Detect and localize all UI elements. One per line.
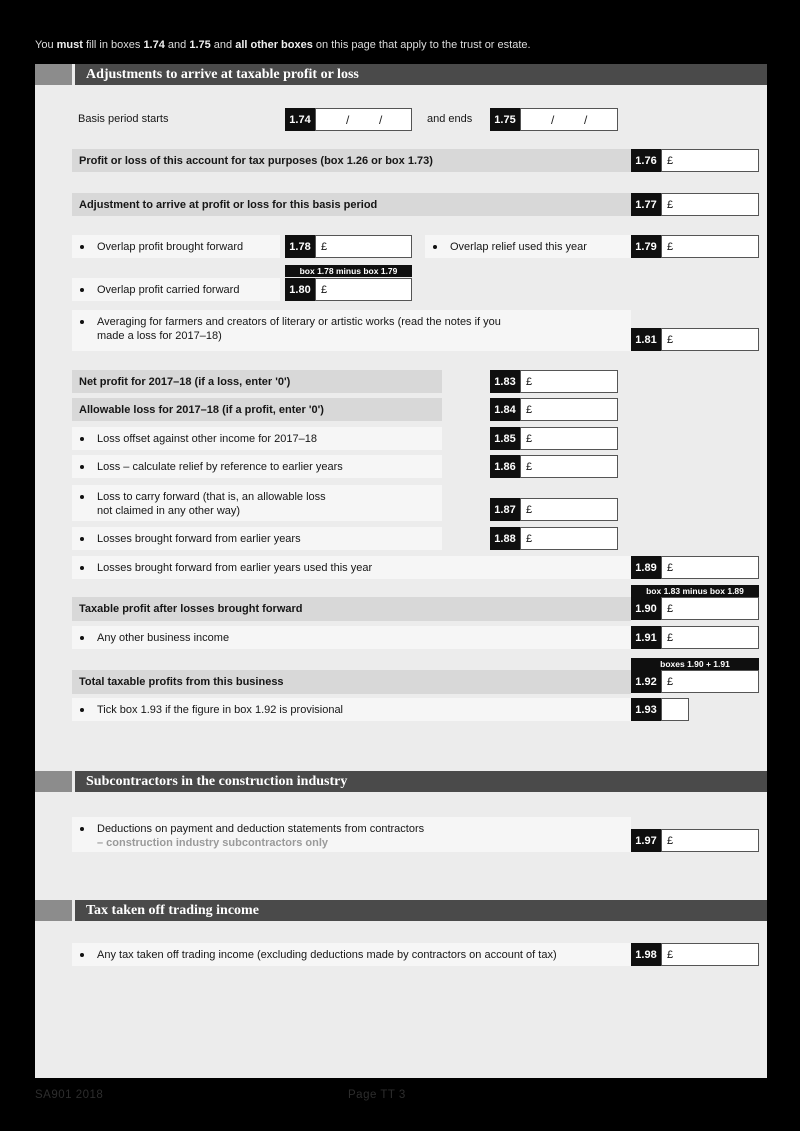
amount-input-1-84[interactable]: [520, 398, 618, 421]
instruction-segment: You: [35, 39, 57, 51]
box-number-1-86: 1.86: [490, 455, 520, 478]
bullet-icon: [80, 566, 84, 570]
currency-symbol: £: [526, 460, 533, 473]
currency-symbol: £: [667, 948, 674, 961]
row-label-text: [97, 315, 501, 343]
box-number-1-79: 1.79: [631, 235, 661, 258]
amount-input-1-80[interactable]: [315, 278, 412, 301]
bullet-icon: [80, 827, 84, 831]
row-label: [72, 626, 631, 649]
row-label-line1: Deductions on payment and deduction statements from contractors: [97, 823, 425, 835]
row-label-line2: – construction industry subcontractors only: [97, 837, 329, 849]
box-number-1-80: 1.80: [285, 278, 315, 301]
currency-symbol: £: [526, 403, 533, 416]
box-number-1-88: 1.88: [490, 527, 520, 550]
row-label-text: Overlap relief used this year: [450, 240, 587, 253]
row-label: [72, 455, 442, 478]
row-label-line2: made a loss for 2017–18): [97, 330, 222, 342]
instruction-segment-bold: must: [56, 39, 83, 51]
row-label: Taxable profit after losses brought forward: [72, 597, 631, 621]
bullet-icon: [80, 537, 84, 541]
box-number-1-83: 1.83: [490, 370, 520, 393]
row-label: Profit or loss of this account for tax purposes (box 1.26 or box 1.73): [72, 149, 631, 172]
row-label-text: Losses brought forward from earlier years used this year: [97, 561, 373, 574]
row-label-text: Loss – calculate relief by reference to earlier years: [97, 460, 343, 473]
row-label-text: Any other business income: [97, 631, 230, 644]
row-label: [72, 943, 631, 966]
row-label-text: Loss offset against other income for 2017–18: [97, 432, 317, 445]
date-separator: /: [379, 112, 383, 127]
box-number-1-85: 1.85: [490, 427, 520, 450]
bullet-icon: [433, 245, 437, 249]
section-title: Subcontractors in the construction industry: [75, 771, 767, 792]
date-input-1-74[interactable]: [315, 108, 412, 131]
currency-symbol: £: [667, 154, 674, 167]
bullet-icon: [80, 288, 84, 292]
amount-input-1-91[interactable]: [661, 626, 759, 649]
box-number-1-74: 1.74: [285, 108, 315, 131]
date-separator: /: [346, 112, 350, 127]
box-number-1-93: 1.93: [631, 698, 661, 721]
bullet-icon: [80, 708, 84, 712]
instruction-segment: on this page that apply to the trust or estate.: [312, 39, 531, 51]
form-id: SA901 2018: [35, 1089, 104, 1101]
box-number-1-98: 1.98: [631, 943, 661, 966]
amount-input-1-98[interactable]: [661, 943, 759, 966]
amount-input-1-87[interactable]: [520, 498, 618, 521]
currency-symbol: £: [526, 503, 533, 516]
basis-period-starts-label: Basis period starts: [78, 113, 169, 125]
section-header-subcontractors: [35, 771, 767, 792]
row-label: [72, 698, 631, 721]
row-label: [72, 485, 442, 521]
currency-symbol: £: [667, 561, 674, 574]
amount-input-1-79[interactable]: [661, 235, 759, 258]
calc-hint-tag: box 1.83 minus box 1.89: [631, 585, 759, 597]
row-label: [72, 278, 280, 301]
row-label-line1: Averaging for farmers and creators of literary or artistic works (read the notes if you: [97, 316, 501, 328]
section-header-marker: [35, 64, 72, 85]
box-number-1-91: 1.91: [631, 626, 661, 649]
row-label-text: [97, 822, 424, 850]
bullet-icon: [80, 245, 84, 249]
currency-symbol: £: [526, 432, 533, 445]
row-label: Total taxable profits from this business: [72, 670, 631, 694]
row-label: [72, 527, 442, 550]
instruction-box-ref: 1.75: [189, 39, 211, 51]
bullet-icon: [80, 320, 84, 324]
row-label-text: Any tax taken off trading income (excluding deductions made by contractors on account of tax): [97, 948, 557, 961]
currency-symbol: £: [526, 375, 533, 388]
box-number-1-75: 1.75: [490, 108, 520, 131]
calc-hint-tag: boxes 1.90 + 1.91: [631, 658, 759, 670]
amount-input-1-90[interactable]: [661, 597, 759, 620]
instruction-segment: and: [210, 39, 236, 51]
amount-input-1-86[interactable]: [520, 455, 618, 478]
page-number: Page TT 3: [348, 1089, 406, 1101]
row-label: [72, 427, 442, 450]
amount-input-1-78[interactable]: [315, 235, 412, 258]
section-title: Tax taken off trading income: [75, 900, 767, 921]
amount-input-1-92[interactable]: [661, 670, 759, 693]
instruction-segment: fill in boxes: [82, 39, 144, 51]
box-number-1-92: 1.92: [631, 670, 661, 693]
page-instruction: [35, 39, 775, 51]
box-number-1-90: 1.90: [631, 597, 661, 620]
section-header-marker: [35, 900, 72, 921]
section-header-tax-taken-off: [35, 900, 767, 921]
amount-input-1-81[interactable]: [661, 328, 759, 351]
box-number-1-89: 1.89: [631, 556, 661, 579]
row-label: [72, 310, 631, 351]
row-label-text: [97, 490, 326, 518]
currency-symbol: £: [667, 333, 674, 346]
box-number-1-97: 1.97: [631, 829, 661, 852]
box-number-1-76: 1.76: [631, 149, 661, 172]
amount-input-1-89[interactable]: [661, 556, 759, 579]
amount-input-1-77[interactable]: [661, 193, 759, 216]
calc-hint-tag: box 1.78 minus box 1.79: [285, 265, 412, 277]
row-label-line2: not claimed in any other way): [97, 505, 241, 517]
row-label-text: Tick box 1.93 if the figure in box 1.92 is provisional: [97, 703, 344, 716]
row-label: Adjustment to arrive at profit or loss for this basis period: [72, 193, 631, 216]
currency-symbol: £: [667, 631, 674, 644]
date-separator: /: [584, 112, 588, 127]
row-label: [72, 235, 280, 258]
and-ends-label: and ends: [427, 113, 473, 125]
date-separator: /: [551, 112, 555, 127]
instruction-segment-bold: all other boxes: [235, 39, 313, 51]
provisional-checkbox-1-93[interactable]: [661, 698, 689, 721]
amount-input-1-85[interactable]: [520, 427, 618, 450]
section-header-marker: [35, 771, 72, 792]
row-label: Allowable loss for 2017–18 (if a profit, enter '0'): [72, 398, 442, 421]
section-title: Adjustments to arrive at taxable profit or loss: [75, 64, 767, 85]
box-number-1-77: 1.77: [631, 193, 661, 216]
date-input-1-75[interactable]: [520, 108, 618, 131]
bullet-icon: [80, 495, 84, 499]
row-label-text: Overlap profit carried forward: [97, 283, 240, 296]
amount-input-1-83[interactable]: [520, 370, 618, 393]
row-label-text: Overlap profit brought forward: [97, 240, 244, 253]
section-header-adjustments: [35, 64, 767, 85]
instruction-box-ref: 1.74: [143, 39, 165, 51]
currency-symbol: £: [321, 240, 328, 253]
row-label: [425, 235, 631, 258]
row-label-line1: Loss to carry forward (that is, an allowable loss: [97, 491, 326, 503]
row-label: Net profit for 2017–18 (if a loss, enter '0'): [72, 370, 442, 393]
row-label: [72, 817, 631, 852]
instruction-segment: and: [164, 39, 190, 51]
bullet-icon: [80, 465, 84, 469]
row-label: [72, 556, 631, 579]
currency-symbol: £: [667, 834, 674, 847]
box-number-1-87: 1.87: [490, 498, 520, 521]
currency-symbol: £: [667, 198, 674, 211]
amount-input-1-97[interactable]: [661, 829, 759, 852]
currency-symbol: £: [321, 283, 328, 296]
currency-symbol: £: [667, 602, 674, 615]
currency-symbol: £: [667, 240, 674, 253]
amount-input-1-88[interactable]: [520, 527, 618, 550]
box-number-1-81: 1.81: [631, 328, 661, 351]
row-label-text: Losses brought forward from earlier years: [97, 532, 301, 545]
amount-input-1-76[interactable]: [661, 149, 759, 172]
bullet-icon: [80, 636, 84, 640]
bullet-icon: [80, 437, 84, 441]
box-number-1-78: 1.78: [285, 235, 315, 258]
currency-symbol: £: [526, 532, 533, 545]
form-body: [35, 64, 767, 1078]
currency-symbol: £: [667, 675, 674, 688]
bullet-icon: [80, 953, 84, 957]
box-number-1-84: 1.84: [490, 398, 520, 421]
